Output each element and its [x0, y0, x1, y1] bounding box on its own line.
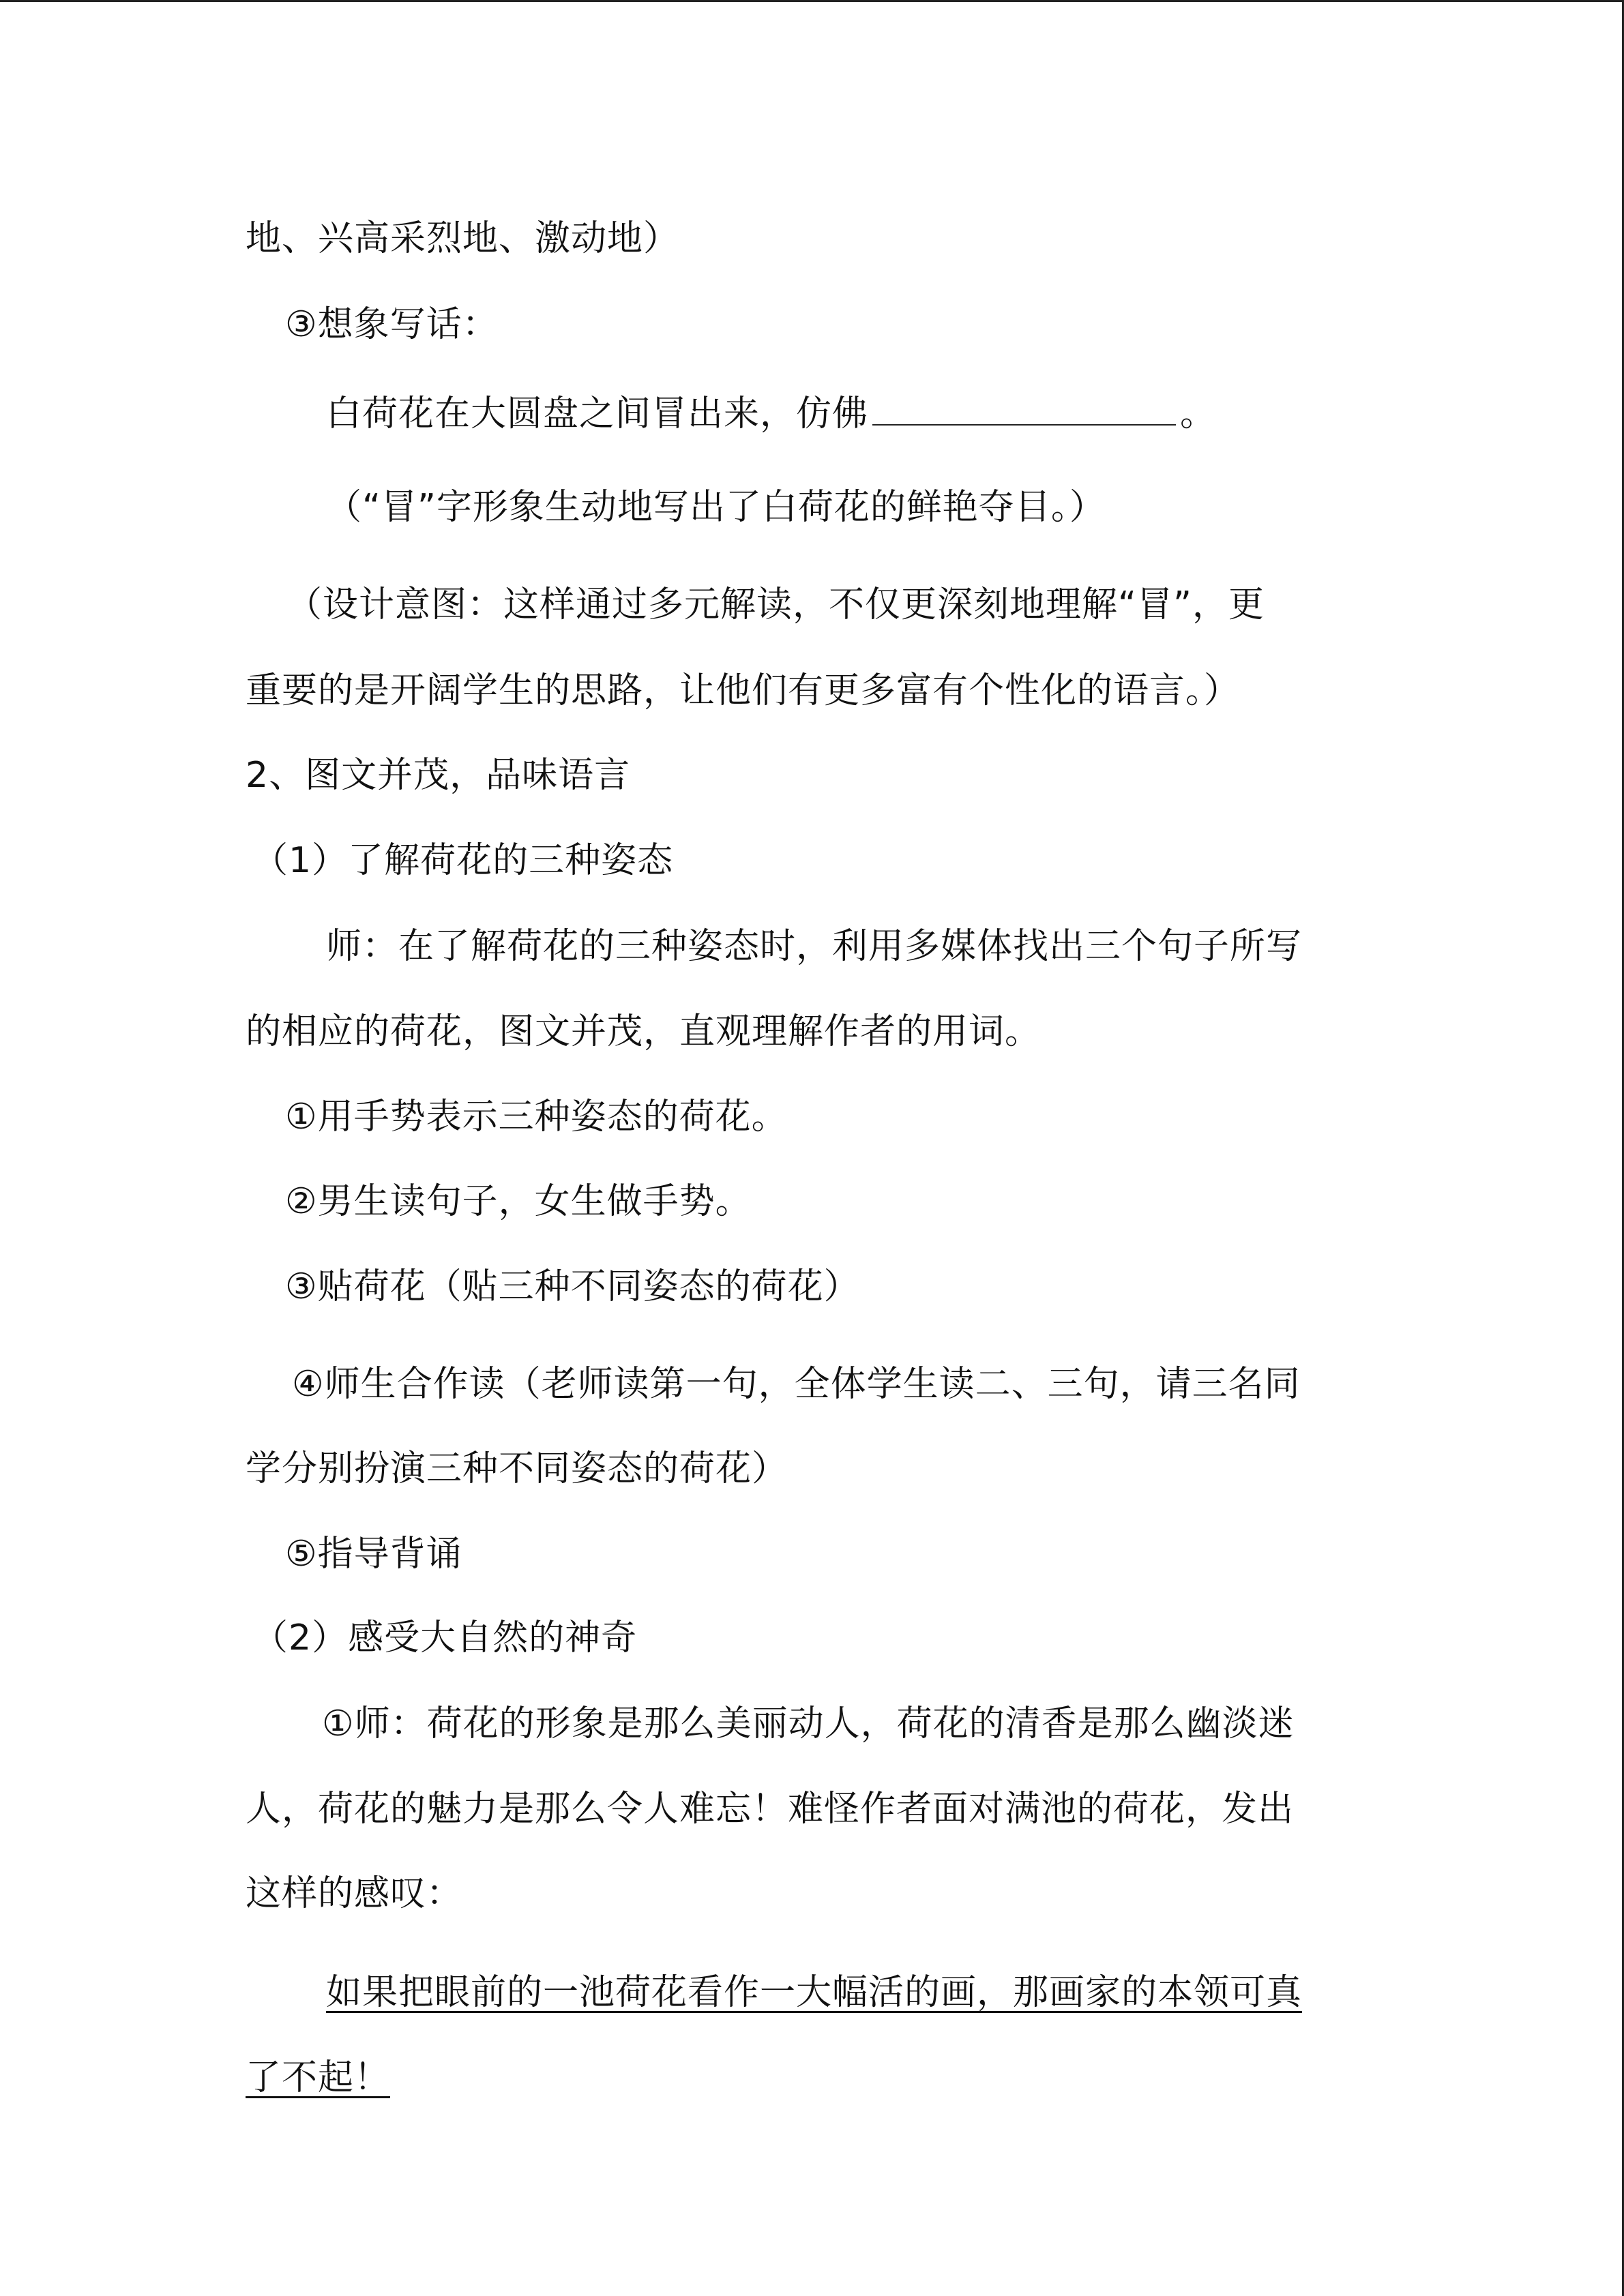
- fill-in-sentence-start: 白荷花在大圆盘之间冒出来，仿佛: [326, 393, 869, 434]
- step-2: ②男生读句子，女生做手势。: [285, 1181, 752, 1222]
- subsection-heading-1: （1）了解荷花的三种姿态: [252, 840, 674, 881]
- step-1: ①用手势表示三种姿态的荷花。: [285, 1097, 788, 1137]
- quoted-sentence-line-1: 如果把眼前的一池荷花看作一大幅活的画，那画家的本领可真: [326, 1972, 1303, 2013]
- text-line-19: 人，荷花的魅力是那么令人难忘！难怪作者面对满池的荷花，发出: [246, 1789, 1295, 1830]
- text-line-4: （“冒”字形象生动地写出了白荷花的鲜艳夺目。）: [326, 487, 1106, 528]
- design-intent-line-2: 重要的是开阔学生的思路，让他们有更多富有个性化的语言。）: [246, 670, 1241, 711]
- fill-in-sentence-end: 。: [1180, 393, 1217, 434]
- text-line-20: 这样的感叹：: [246, 1873, 463, 1914]
- section-heading-2: 2、图文并茂，品味语言: [246, 755, 631, 796]
- text-line-9: 师：在了解荷花的三种姿态时，利用多媒体找出三个句子所写: [326, 926, 1303, 967]
- step-5: ⑤指导背诵: [285, 1534, 462, 1575]
- page-top-border: [0, 0, 1624, 2]
- fill-in-blank[interactable]: [872, 390, 1176, 426]
- text-line-18: ①师：荷花的形象是那么美丽动人，荷花的清香是那么幽淡迷: [322, 1703, 1295, 1744]
- step-4: ④师生合作读（老师读第一句，全体学生读二、三句，请三名同: [292, 1364, 1301, 1405]
- design-intent-line-1: （设计意图：这样通过多元解读，不仅更深刻地理解“冒”，更: [286, 584, 1265, 625]
- text-line-3: [326, 390, 1216, 436]
- quoted-sentence-line-2: 了不起！: [246, 2057, 391, 2098]
- text-line-1: 地、兴高采烈地、激动地）: [246, 218, 680, 259]
- text-line-2: ③想象写话：: [285, 304, 499, 345]
- text-line-10: 的相应的荷花，图文并茂，直观理解作者的用词。: [246, 1011, 1042, 1052]
- step-4-continued: 学分别扮演三种不同姿态的荷花）: [246, 1448, 788, 1489]
- step-3: ③贴荷花（贴三种不同姿态的荷花）: [285, 1266, 860, 1307]
- subsection-heading-2: （2）感受大自然的神奇: [252, 1617, 638, 1658]
